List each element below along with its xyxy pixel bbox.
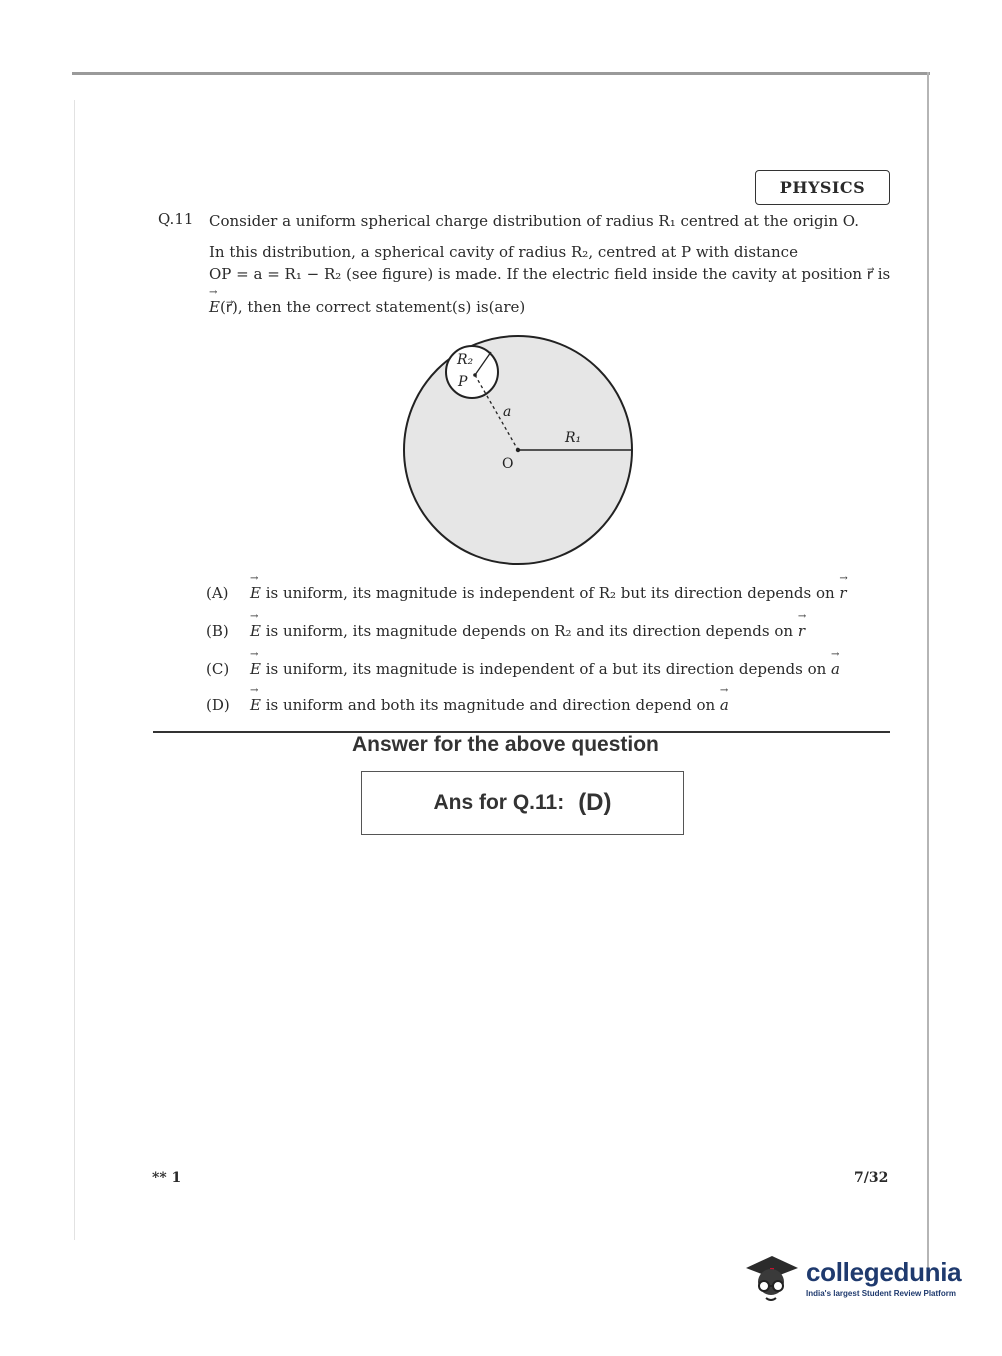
option-d-symbol: → E [250,696,261,714]
answer-box [361,771,684,835]
option-d-label: (D) [206,696,230,714]
option-b[interactable] [206,622,805,640]
option-d[interactable] [206,696,729,714]
field-argument: (r⃗) [219,298,238,316]
question-line-4-text: , then the correct statement(s) is(are) [237,298,526,316]
option-b-label: (B) [206,622,229,640]
label-o: O [502,456,514,472]
option-b-vector: → r [798,622,805,640]
option-d-vector: → a [720,696,729,714]
option-c-label: (C) [206,660,230,678]
label-p: P [458,374,468,390]
option-a-label: (A) [206,584,229,602]
option-c-text: is uniform, its magnitude is independent of a but its direction depends on [260,660,832,678]
brand-name: collegedunia [806,1256,962,1287]
field-vector-symbol: → E [209,298,220,316]
question-line-4 [209,298,525,316]
page-left-border [74,100,75,1240]
brand-text [806,1257,961,1298]
answer-heading: Answer for the above question [352,733,659,756]
brand-tagline: India's largest Student Review Platform [806,1288,956,1298]
option-c-vector: → a [831,660,840,678]
option-b-symbol: → E [250,622,261,640]
page-right-border [927,72,929,1282]
page-top-border [72,72,930,75]
page-number: 7/32 [854,1170,889,1186]
option-a-symbol: → E [250,584,261,602]
brand-logo[interactable] [742,1248,961,1306]
option-d-text: is uniform and both its magnitude and direction depend on [260,696,720,714]
footer-marker: ** 1 [152,1170,182,1186]
question-line-2: In this distribution, a spherical cavity of radius R₂, centred at P with distance [209,243,798,261]
question-line-3: OP = a = R₁ − R₂ (see figure) is made. If the electric field inside the cavity at position r⃗ is [209,265,891,283]
question-text [209,210,892,272]
subject-badge: PHYSICS [755,170,890,205]
cavity-center-point [473,373,477,377]
option-b-text: is uniform, its magnitude depends on R₂ and its direction depends on [260,622,798,640]
label-r1: R₁ [565,430,582,446]
option-c-symbol: → E [250,660,261,678]
answer-value: (D) [578,789,612,816]
answer-label: Ans for Q.11: [433,791,565,814]
option-a[interactable] [206,584,847,602]
origin-point [516,448,520,452]
mascot-icon [742,1248,800,1306]
cavity-figure [395,330,645,570]
question-line-1: Consider a uniform spherical charge distribution of radius R₁ centred at the origin O. [209,212,859,230]
option-c[interactable] [206,660,840,678]
option-a-text: is uniform, its magnitude is independent of R₂ but its direction depends on [260,584,840,602]
label-r2: R₂ [457,352,474,368]
option-a-vector: → r [839,584,846,602]
question-number: Q.11 [158,210,194,228]
label-a: a [503,404,512,420]
